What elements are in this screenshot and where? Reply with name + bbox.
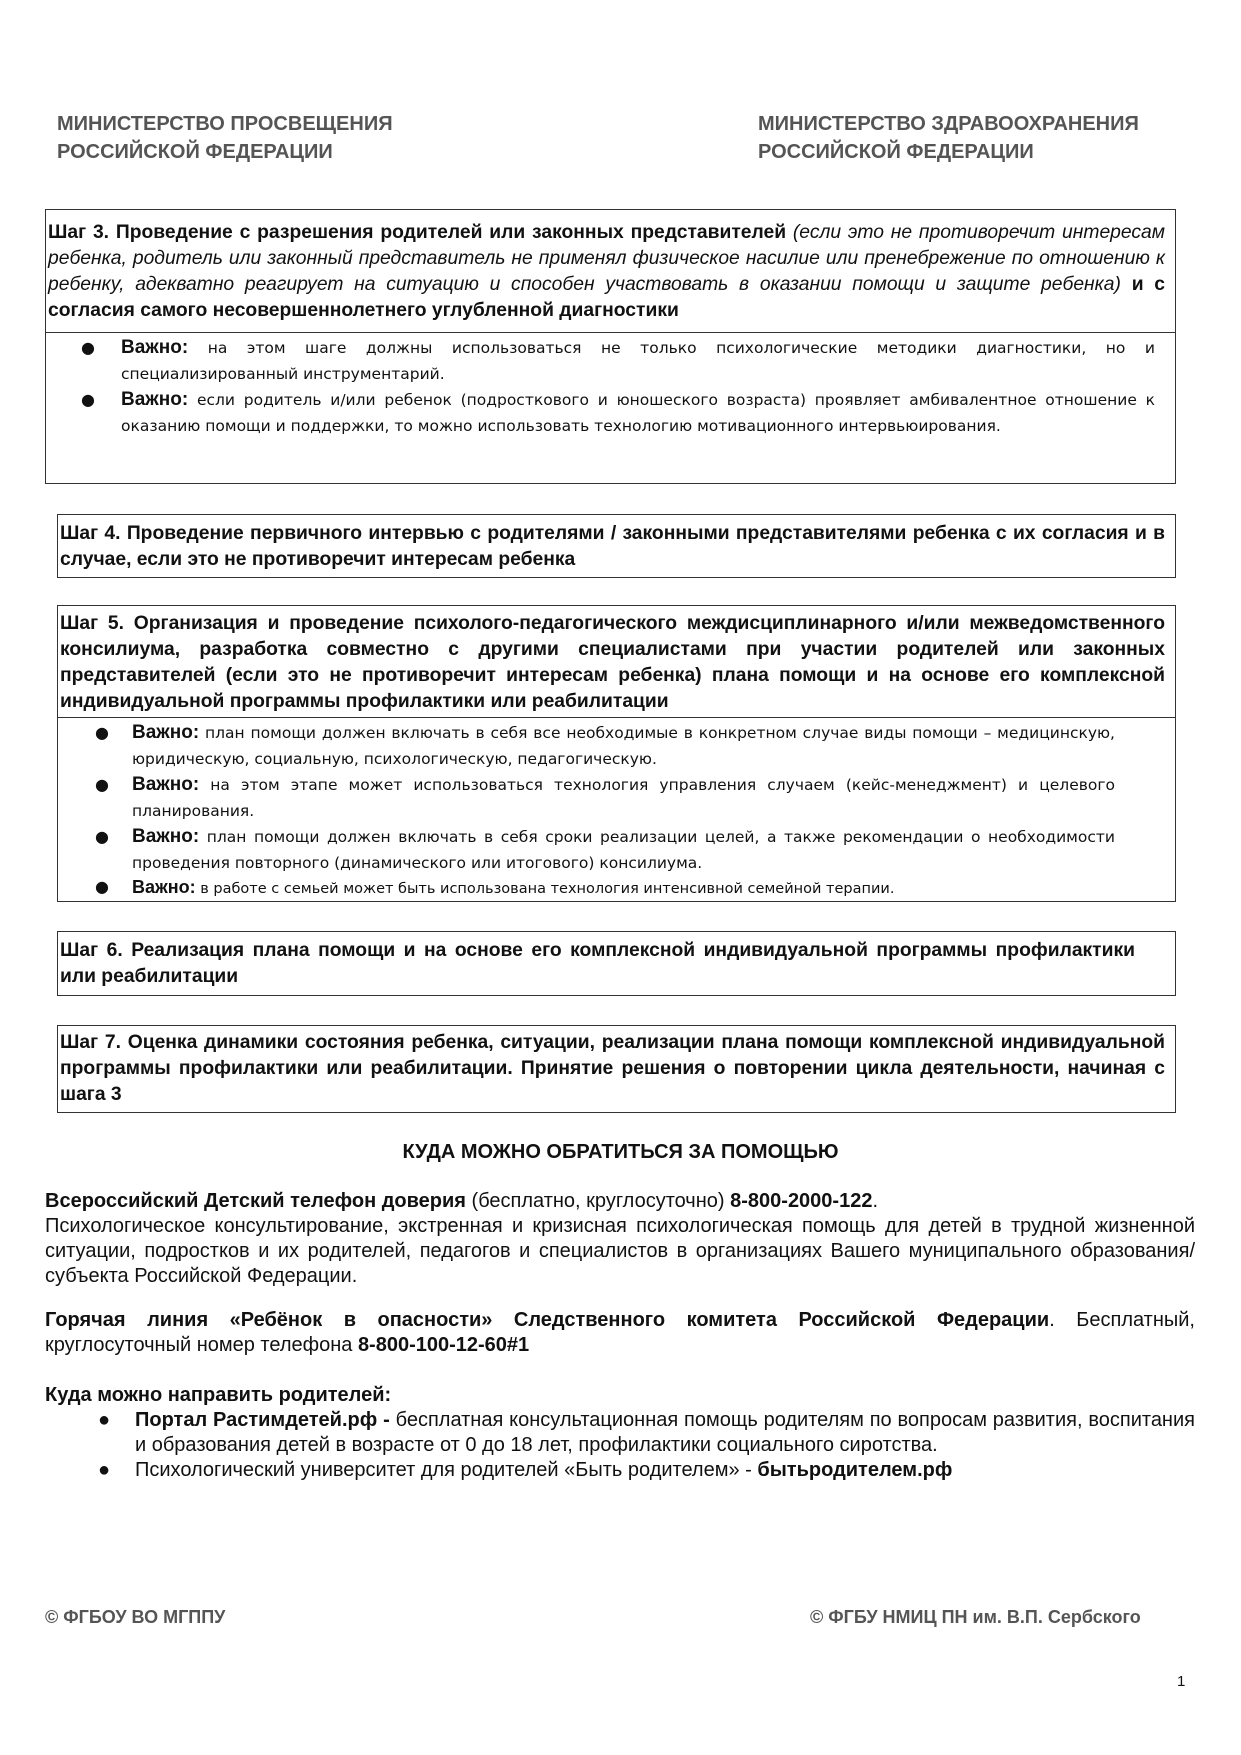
step5-note-3-label: Важно: (132, 826, 200, 847)
bullet-icon: ● (95, 827, 109, 846)
step6-box (57, 931, 1176, 996)
footer-right: © ФГБУ НМИЦ ПН им. В.П. Сербского (810, 1607, 1141, 1627)
hotline2-block: Горячая линия «Ребёнок в опасности» Следственного комитета Российской Федерации. Бесплатный, круглосуточный номер телефона 8-800-100-12-60#1 (45, 1309, 1195, 1356)
step5-note-4-label: Важно: (132, 877, 196, 897)
step5-note-2 (95, 772, 1115, 824)
step7-title: Шаг 7. Оценка динамики состояния ребенка, ситуации, реализации плана помощи комплексной индивидуальной программы профилактики или реабилитации. Принятие решения о повторении цикла деятельности, начиная с шага 3 (60, 1032, 1165, 1105)
step3-note-2-text: если родитель и/или ребенок (подросткового и юношеского возраста) проявляет амбивалентное отношение к оказанию помощи и поддержки, то можно использовать технологию мотивационного интервьюирования. (121, 391, 1155, 435)
bullet-icon: ● (98, 1409, 111, 1431)
step3-box (45, 209, 1176, 484)
step5-note-4 (95, 876, 1115, 900)
step3-title-italic: (если это не противоречит интересам ребенка, родитель или законный представитель не применял физическое насилие или пренебрежение по отношению к ребенку, адекватно реагирует на ситуацию и способен участвовать в оказании помощи и защите ребенка) (48, 222, 1165, 295)
header-right (758, 110, 1139, 166)
step5-notes (58, 718, 1175, 900)
hotline2-phone[interactable]: 8-800-100-12-60#1 (357, 1334, 530, 1356)
step5-note-2-text: на этом этапе может использоваться технология управления случаем (кейс-менеджмент) и целевого планирования. (132, 776, 1115, 820)
step3-title-tail: и с согласия самого несовершеннолетнего углубленной диагностики (48, 274, 1166, 321)
bullet-icon: ● (95, 723, 109, 742)
step5-note-1-text: план помощи должен включать в себя все необходимые в конкретном случае виды помощи – медицинскую, юридическую, социальную, психологическую, педагогическую. (132, 724, 1115, 768)
step5-box (57, 605, 1176, 902)
hotline1-note: (бесплатно, круглосуточно) (471, 1190, 725, 1212)
step6-title: Шаг 6. Реализация плана помощи и на основе его комплексной индивидуальной программы профилактики или реабилитации (60, 940, 1135, 987)
header-right-line2: РОССИЙСКОЙ ФЕДЕРАЦИИ (758, 141, 1034, 163)
header-left-line2: РОССИЙСКОЙ ФЕДЕРАЦИИ (57, 141, 333, 163)
step5-note-1 (95, 720, 1115, 772)
step3-note-2 (81, 387, 1155, 439)
step5-note-1-label: Важно: (132, 722, 200, 743)
parents-item-1-text: бесплатная консультационная помощь родителям по вопросам развития, воспитания и образования детей в возрасте от 0 до 18 лет, профилактики социального сиротства. (135, 1409, 1195, 1456)
parents-item-2-text: Психологический университет для родителей «Быть родителем» - (135, 1459, 752, 1481)
page-number: 1 (1177, 1673, 1186, 1690)
parents-list (45, 1408, 1195, 1483)
parents-item-2 (45, 1458, 1195, 1483)
step5-note-3 (95, 824, 1115, 876)
step3-notes (46, 333, 1175, 439)
hotline1-block: Всероссийский Детский телефон доверия (бесплатно, круглосуточно) 8-800-2000-122. Психологическое консультирование, экстренная и кризисная психологическая помощь для детей в трудной жизненной ситуации, подростков и их родителей, педагогов и специалистов в организациях Вашего муниципального образования/субъекта Российской Федерации. (45, 1190, 1195, 1287)
step4-box (57, 514, 1176, 578)
header-right-line1: МИНИСТЕРСТВО ЗДРАВООХРАНЕНИЯ (758, 113, 1139, 135)
step4-title: Шаг 4. Проведение первичного интервью с родителями / законными представителями ребенка с их согласия и в случае, если это не противоречит интересам ребенка (60, 523, 1165, 570)
bullet-icon: ● (98, 1459, 111, 1481)
hotline2-name: Горячая линия «Ребёнок в опасности» Следственного комитета Российской Федерации (45, 1309, 1050, 1331)
hotline2-desc: Бесплатный, круглосуточный номер телефона (45, 1309, 1195, 1356)
bullet-icon: ● (81, 338, 95, 357)
step5-title: Шаг 5. Организация и проведение психолого-педагогического междисциплинарного и/или межведомственного консилиума, разработка совместно с другими специалистами при участии родителей или законных представителей (если это не противоречит интересам ребенка) плана помощи и на основе его комплексной индивидуальной программы профилактики или реабилитации (60, 613, 1165, 712)
bullet-icon: ● (81, 390, 95, 409)
step3-title (46, 210, 1175, 332)
parents-item-2-link[interactable]: бытьродителем.рф (757, 1459, 953, 1481)
step3-title-bold: Шаг 3. Проведение с разрешения родителей или законных представителей (48, 222, 787, 243)
bullet-icon: ● (95, 877, 109, 896)
parents-item-1-bold[interactable]: Портал Растимдетей.рф - (135, 1409, 390, 1431)
footer-left: © ФГБОУ ВО МГППУ (45, 1607, 226, 1627)
hotline1-phone[interactable]: 8-800-2000-122 (730, 1190, 873, 1212)
parents-title (45, 1383, 1195, 1408)
step5-note-2-label: Важно: (132, 774, 200, 795)
header-left (57, 110, 393, 166)
parents-item-1 (45, 1408, 1195, 1458)
step3-note-1-label: Важно: (121, 337, 189, 358)
help-section-title: КУДА МОЖНО ОБРАТИТЬСЯ ЗА ПОМОЩЬЮ (402, 1141, 839, 1163)
header-left-line1: МИНИСТЕРСТВО ПРОСВЕЩЕНИЯ (57, 113, 393, 135)
step3-note-1 (81, 335, 1155, 387)
hotline1-desc: Психологическое консультирование, экстренная и кризисная психологическая помощь для детей в трудной жизненной ситуации, подростков и их родителей, педагогов и специалистов в организациях Вашего муниципального образования/субъекта Российской Федерации. (45, 1215, 1195, 1287)
step7-box (57, 1025, 1176, 1113)
step3-note-1-text: на этом шаге должны использоваться не только психологические методики диагностики, но и специализированный инструментарий. (121, 339, 1155, 383)
step5-note-4-text: в работе с семьей может быть использована технология интенсивной семейной терапии. (200, 881, 895, 897)
bullet-icon: ● (95, 775, 109, 794)
step3-note-2-label: Важно: (121, 389, 189, 410)
hotline1-name: Всероссийский Детский телефон доверия (45, 1190, 466, 1212)
step5-note-3-text: план помощи должен включать в себя сроки реализации целей, а также рекомендации о необходимости проведения повторного (динамического или итогового) консилиума. (132, 828, 1115, 872)
parents-title-text: Куда можно направить родителей: (45, 1384, 392, 1406)
